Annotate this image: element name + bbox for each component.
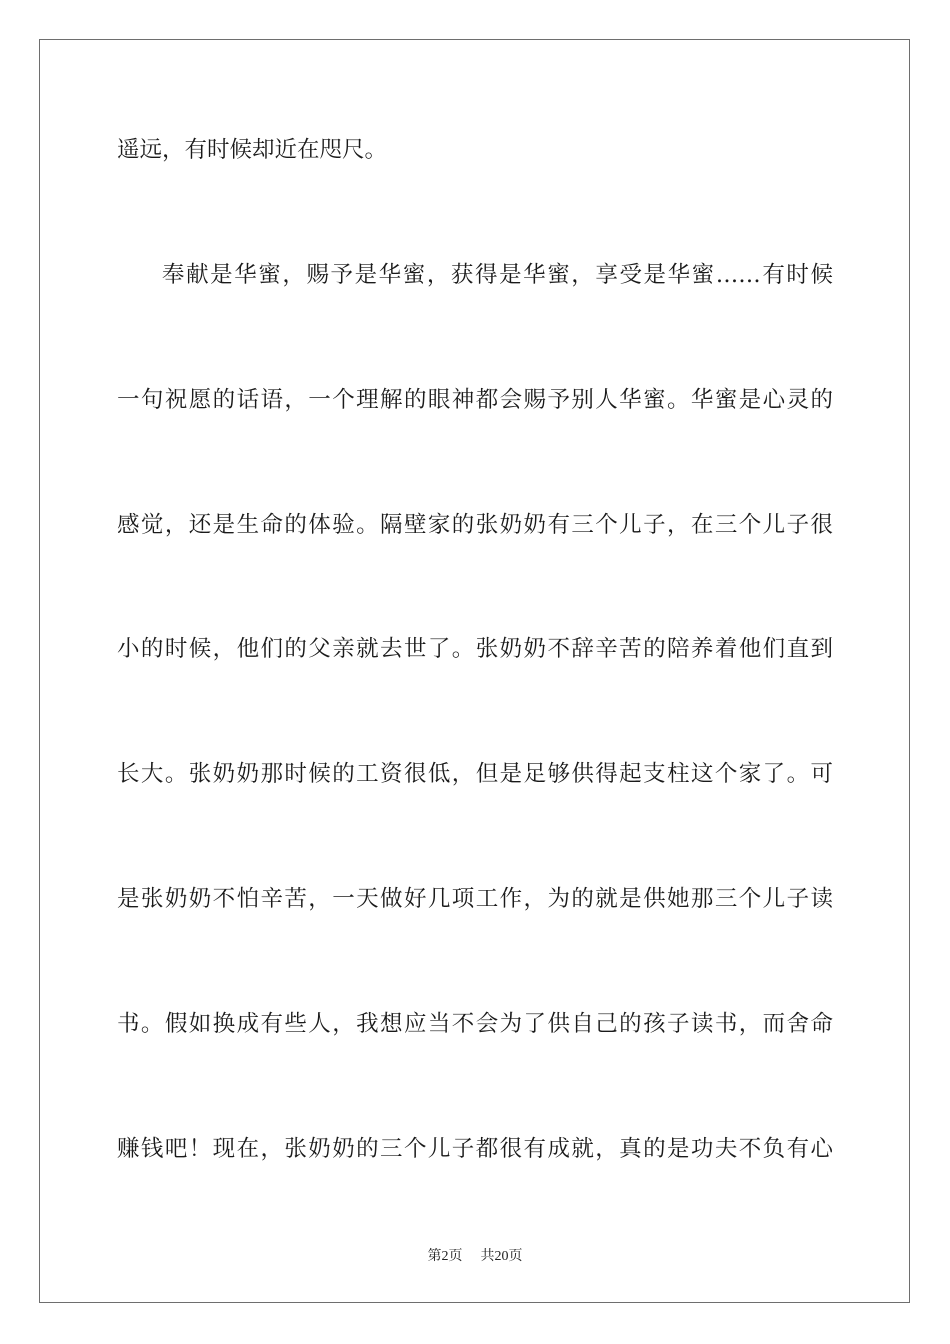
text-line-2: 奉献是华蜜，赐予是华蜜，获得是华蜜，享受是华蜜……有时候 <box>162 262 833 288</box>
page-total: 共20页 <box>480 1249 523 1264</box>
page-footer <box>0 1247 950 1267</box>
text-line-7: 是张奶奶不怕辛苦，一天做好几项工作，为的就是供她那三个儿子读 <box>117 886 833 912</box>
text-line-8: 书。假如换成有些人，我想应当不会为了供自己的孩子读书，而舍命 <box>117 1011 833 1037</box>
text-line-4: 感觉，还是生命的体验。隔壁家的张奶奶有三个儿子，在三个儿子很 <box>117 512 833 538</box>
text-line-6: 长大。张奶奶那时候的工资很低，但是足够供得起支柱这个家了。可 <box>117 761 833 787</box>
text-line-1: 遥远，有时候却近在咫尺。 <box>117 137 388 163</box>
text-line-3: 一句祝愿的话语，一个理解的眼神都会赐予别人华蜜。华蜜是心灵的 <box>117 387 833 413</box>
page-number: 第2页 <box>427 1249 463 1264</box>
text-line-5: 小的时候，他们的父亲就去世了。张奶奶不辞辛苦的陪养着他们直到 <box>117 636 833 662</box>
page-border <box>39 39 910 1303</box>
text-line-9: 赚钱吧！现在，张奶奶的三个儿子都很有成就，真的是功夫不负有心 <box>117 1136 833 1162</box>
